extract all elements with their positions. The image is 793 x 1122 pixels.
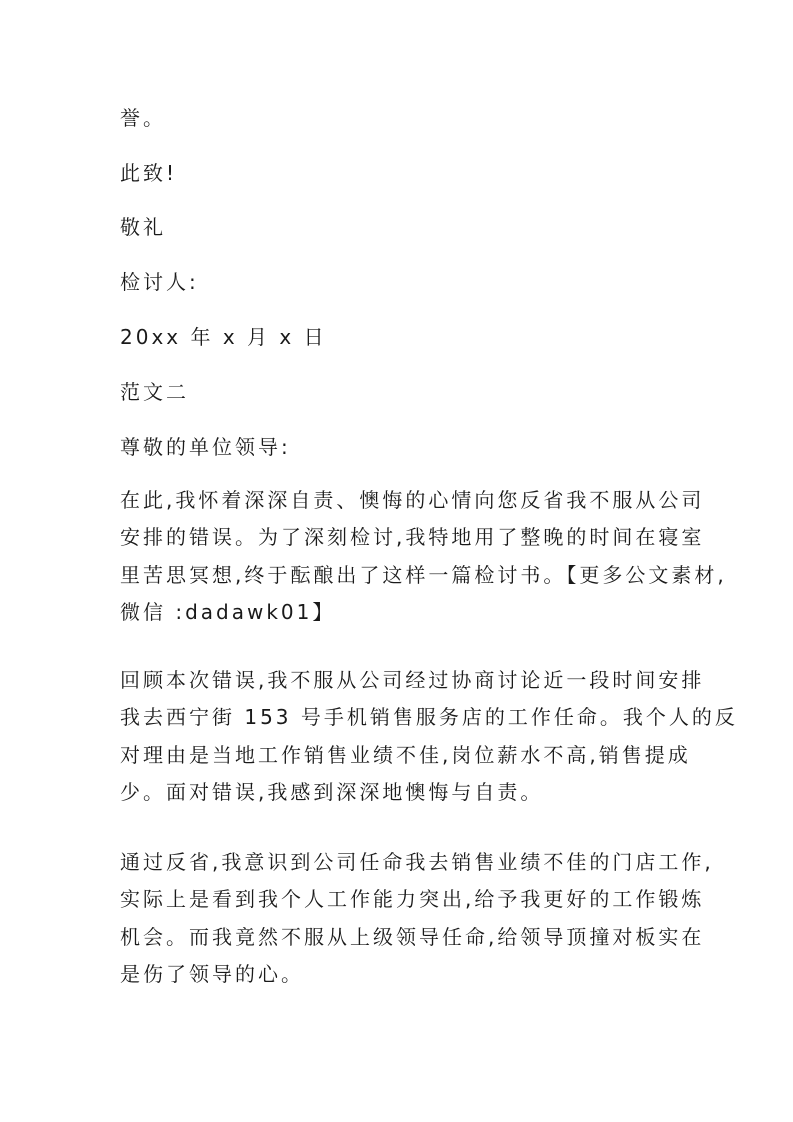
- text-line-signer: 检讨人:: [120, 270, 199, 294]
- paragraph-2: [120, 668, 738, 817]
- paragraph-line: 在此,我怀着深深自责、懊悔的心情向您反省我不服从公司: [120, 488, 705, 512]
- paragraph-line: 里苦思冥想,终于酝酿出了这样一篇检讨书。【更多公文素材,: [120, 562, 727, 587]
- greeting: 尊敬的单位领导:: [120, 435, 291, 459]
- paragraph-line: 实际上是看到我个人工作能力突出,给予我更好的工作锻炼: [120, 887, 705, 912]
- paragraph-line: 是伤了领导的心。: [120, 961, 304, 986]
- paragraph-line: 少。面对错误,我感到深深地懊悔与自责。: [120, 779, 544, 804]
- paragraph-line: 通过反省,我意识到公司任命我去销售业绩不佳的门店工作,: [120, 850, 714, 874]
- section-heading: 范文二: [120, 380, 189, 404]
- paragraph-line: 安排的错误。为了深刻检讨,我特地用了整晚的时间在寝室: [120, 525, 705, 550]
- text-line-honor: 誉。: [120, 106, 166, 130]
- paragraph-line: 我去西宁街 153 号手机销售服务店的工作任命。我个人的反: [120, 705, 738, 730]
- text-line-regards: 敬礼: [120, 215, 166, 239]
- paragraph-line: 对理由是当地工作销售业绩不佳,岗位薪水不高,销售提成: [120, 742, 691, 767]
- paragraph-1: [120, 488, 727, 637]
- paragraph-3: [120, 850, 714, 999]
- paragraph-line: 微信 :dadawk01】: [120, 599, 336, 624]
- text-line-salutation-close: 此致!: [120, 161, 178, 185]
- paragraph-line: 机会。而我竟然不服从上级领导任命,给领导顶撞对板实在: [120, 924, 705, 949]
- text-line-date: 20xx 年 x 月 x 日: [120, 325, 327, 349]
- paragraph-line: 回顾本次错误,我不服从公司经过协商讨论近一段时间安排: [120, 668, 705, 692]
